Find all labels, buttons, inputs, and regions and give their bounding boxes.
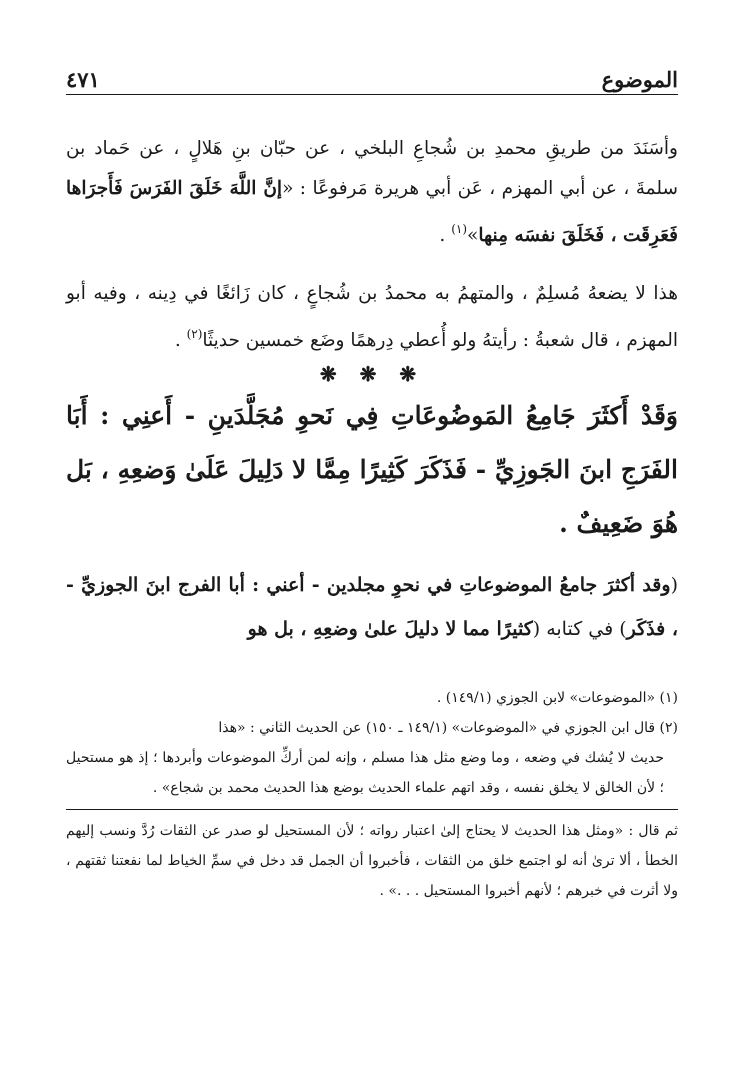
matn-verse: وَقَدْ أَكثَرَ جَامِعُ المَوضُوعَاتِ فِي نَحوِ مُجَلَّدَينِ - أَعنِي : أَبَا الفَرَجِ ابنَ الجَوزِيِّ - فَذَكَرَ كَثِيرًا مِمَّا لا دَلِيلَ عَلَىٰ وَضعِهِ ، بَل هُوَ ضَعِيفٌ . <box>66 401 678 538</box>
paragraph-judgement <box>66 274 678 361</box>
commentary-mid: ) في كتابه ( <box>532 618 627 640</box>
footnote-divider <box>66 809 678 810</box>
paragraph-end: . <box>439 225 452 246</box>
paragraph-isnad <box>66 129 678 256</box>
paragraph-judgement-text: هذا لا يضعهُ مُسلِمٌ ، والمتهمُ به محمدُ بن شُجاعٍ ، كان زَائغًا في دِينه ، وفيه أبو المهزم ، قال شعبةُ : رأيتهُ ولو أُعطي دِرهمًا وضَع خمسين حديثًا <box>66 283 678 351</box>
commentary-quote-b: كثيرًا مما لا دليلَ علىٰ وضعِهِ ، بل هو <box>247 618 533 640</box>
commentary-quote-a: وقد أكثرَ جامعُ الموضوعاتِ في نحوِ مجلدين - أعني : أبا الفرج ابنَ الجوزيِّ - ، فذَكَر <box>66 574 678 640</box>
footnote-ref-1[interactable]: (١) <box>451 222 468 236</box>
running-header <box>66 52 678 92</box>
page-number: ٤٧١ <box>66 67 100 92</box>
paragraph-end: . <box>174 330 187 351</box>
footnote-2: (٢) قال ابن الجوزي في «الموضوعات» (١٤٩/١ ـ ١٥٠) عن الحديث الثاني : «هذا <box>218 720 678 736</box>
commentary-paragraph <box>66 563 678 651</box>
footnote-1: (١) «الموضوعات» لابن الجوزي (١٤٩/١) . <box>436 690 678 706</box>
hadith-text: إنَّ اللَّهَ خَلَقَ الفَرَسَ فَأَجرَاها فَعَرِقَت ، فَخَلَقَ نفسَه مِنها <box>66 178 678 246</box>
footnote-ref-2[interactable]: (٢) <box>186 327 203 341</box>
section-separator: ❋ ❋ ❋ <box>319 362 425 386</box>
quote-close: » <box>467 225 479 246</box>
header-divider <box>66 94 678 95</box>
running-header-title: الموضوع <box>601 67 678 92</box>
commentary-open: ( <box>670 574 678 596</box>
footnote-2-extra: ثم قال : «ومثل هذا الحديث لا يحتاج إلىٰ اعتبار رواته ؛ لأن المستحيل لو صدر عن الثقات رُدَّ ونسب إليهم الخطأ ، ألا ترىٰ أنه لو اجتمع خلق من الثقات ، فأخبروا أن الجمل قد دخل في سمِّ الخياط لما نفعتنا ثقتهم ، ولا أثرت في خبرهم ؛ لأنهم أخبروا المستحيل . . .» . <box>66 823 678 899</box>
paragraph-isnad-text: وأسَنَدَ من طريقِ محمدِ بن شُجاعِ البلخي ، عن حبّان بنِ هَلالٍ ، عن حَماد بن سلمةَ ، عن أبي المهزم ، عَن أبي هريرة مَرفوعًا : « <box>66 138 678 199</box>
book-page <box>66 52 678 906</box>
footnote-2-continued: حديث لا يُشك في وضعه ، وما وضع مثل هذا مسلم ، وإنه لمن أركِّ الموضوعات وأبردها ؛ إذ هو مستحيل ؛ لأن الخالق لا يخلق نفسه ، وقد اتهم علماء الحديث بوضع هذا الحديث محمد بن شجاع» . <box>66 750 665 796</box>
footnotes-section <box>66 683 678 906</box>
